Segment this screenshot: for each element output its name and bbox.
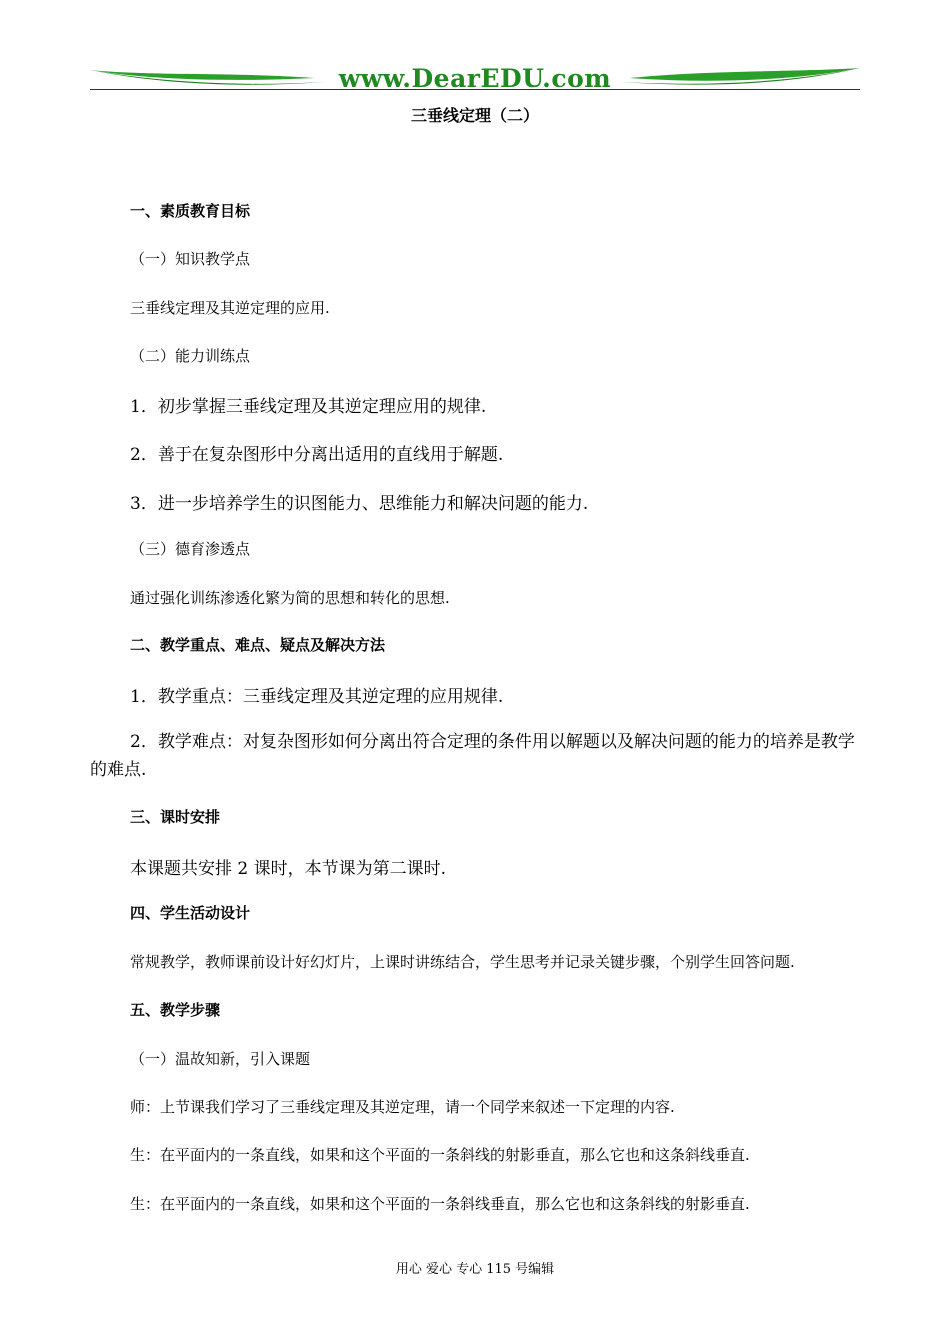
section-2-paragraph: 2．教学难点：对复杂图形如何分离出符合定理的条件用以解题以及解决问题的能力的培养是教学的难点.: [90, 732, 855, 780]
section-1-heading: 一、素质教育目标: [130, 202, 251, 220]
section-1-list-item: 3．进一步培养学生的识图能力、思维能力和解决问题的能力.: [130, 494, 589, 514]
section-1-subheading-2: （二）能力训练点: [130, 347, 251, 365]
section-1-list-item: 2．善于在复杂图形中分离出适用的直线用于解题.: [130, 445, 504, 465]
section-1-subheading-3: （三）德育渗透点: [130, 540, 251, 558]
section-1-text-1: 三垂线定理及其逆定理的应用.: [130, 299, 330, 317]
section-3-text: 本课题共安排 2 课时，本节课为第二课时.: [130, 859, 447, 879]
section-5-heading: 五、教学步骤: [130, 1001, 221, 1019]
section-1-subheading-1: （一）知识教学点: [130, 250, 251, 268]
student-dialogue: 生：在平面内的一条直线，如果和这个平面的一条斜线的射影垂直，那么它也和这条斜线垂直.: [130, 1146, 750, 1164]
section-1-list-item: 1．初步掌握三垂线定理及其逆定理应用的规律.: [130, 397, 487, 417]
site-header-banner: [90, 62, 860, 98]
section-4-heading: 四、学生活动设计: [130, 904, 251, 922]
section-3-heading: 三、课时安排: [130, 808, 221, 826]
header-divider: [90, 89, 860, 90]
site-logo-text: www.DearEDU.com: [338, 64, 612, 93]
section-2-heading: 二、教学重点、难点、疑点及解决方法: [130, 636, 386, 654]
teacher-dialogue: 师：上节课我们学习了三垂线定理及其逆定理，请一个同学来叙述一下定理的内容.: [130, 1098, 675, 1116]
section-2-list-item: 1．教学重点：三垂线定理及其逆定理的应用规律.: [130, 687, 504, 707]
section-4-text: 常规教学，教师课前设计好幻灯片，上课时讲练结合，学生思考并记录关键步骤，个别学生回答问题.: [130, 953, 795, 971]
page-footer: 用心 爱心 专心 115 号编辑: [395, 1262, 555, 1277]
section-1-text-3: 通过强化训练渗透化繁为简的思想和转化的思想.: [130, 589, 450, 607]
student-dialogue: 生：在平面内的一条直线，如果和这个平面的一条斜线垂直，那么它也和这条斜线的射影垂直.: [130, 1195, 750, 1213]
page-title: 三垂线定理（二）: [410, 106, 539, 125]
section-5-subheading-1: （一）温故知新，引入课题: [130, 1050, 311, 1068]
